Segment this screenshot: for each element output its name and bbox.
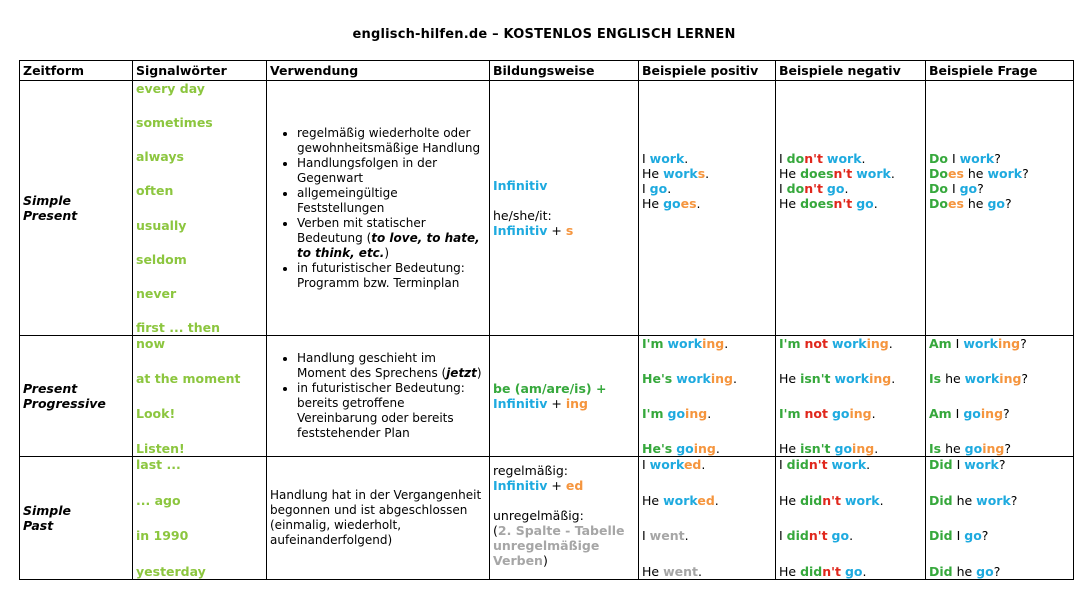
question-examples-cell [926,457,1074,580]
signal-word: usually [136,217,187,233]
question-examples-cell [926,336,1074,457]
signal-words-list [136,457,263,579]
example-sentence: I went. [642,528,689,544]
positive-examples [642,336,772,456]
positive-examples-cell [639,336,776,457]
formation-cell [490,457,639,580]
signal-word: now [136,336,166,351]
negative-examples-cell [776,336,926,457]
header-beispiele-negativ: Beispiele negativ [776,61,926,81]
signal-word: at the moment [136,371,241,386]
usage-cell [267,457,490,580]
tense-name-line: Present [23,208,78,223]
example-sentence: He's going. [642,441,720,456]
signal-words-cell [133,336,267,457]
row-present-progressive [20,336,1074,457]
usage-item: • Handlungsfolgen in der Gegenwart [297,156,486,186]
formation-cell [490,336,639,457]
tense-name-line: Simple [23,193,72,208]
example-sentence: He doesn't go. [779,196,878,211]
header-bildungsweise: Bildungsweise [490,61,639,81]
signal-word: in 1990 [136,528,189,544]
formation-third-person-label: he/she/it: [493,208,552,223]
formation-infinitiv: Infinitiv [493,178,548,193]
signal-words-list [136,336,263,456]
header-verwendung: Verwendung [267,61,490,81]
signal-word: always [136,149,184,165]
question-examples [929,151,1070,211]
negative-examples-cell [776,81,926,336]
formation-cell [490,81,639,336]
example-sentence: Did he work? [929,492,1018,508]
formation-ing: Infinitiv + ing [493,396,588,411]
tense-name-line: Present [23,381,78,396]
signal-word: Listen! [136,441,185,456]
positive-examples-cell [639,81,776,336]
formation-be: be (am/are/is) + [493,381,607,396]
example-sentence: He's working. [642,371,737,386]
usage-cell [267,336,490,457]
example-sentence: Did I work? [929,457,1006,472]
row-simple-present [20,81,1074,336]
usage-item: • Handlung geschieht im Moment des Sprechens (jetzt) [297,351,486,381]
header-beispiele-positiv: Beispiele positiv [639,61,776,81]
example-sentence: I worked. [642,457,706,472]
example-sentence: Did I go? [929,528,989,544]
tense-name-line: Progressive [23,396,106,411]
header-beispiele-frage: Beispiele Frage [926,61,1074,81]
example-sentence: Does he work? [929,166,1029,181]
signal-words-list [136,81,263,335]
example-sentence: He isn't going. [779,441,879,456]
signal-word: yesterday [136,563,206,579]
signal-word: never [136,285,177,301]
example-sentence: Did he go? [929,563,1001,579]
example-sentence: I didn't go. [779,528,854,544]
header-signalwoerter: Signalwörter [133,61,267,81]
usage-cell [267,81,490,336]
positive-examples [642,457,772,579]
positive-examples [642,151,772,211]
negative-examples [779,457,922,579]
example-sentence: I don't work. [779,151,866,166]
signal-word: often [136,183,174,199]
question-examples [929,457,1070,579]
example-sentence: Is he working? [929,371,1029,386]
example-sentence: He doesn't work. [779,166,895,181]
example-sentence: I don't go. [779,181,849,196]
negative-examples-cell [776,457,926,580]
example-sentence: He goes. [642,196,701,211]
negative-examples [779,151,922,211]
usage-list [270,126,486,291]
example-sentence: Is he going? [929,441,1011,456]
example-sentence: I didn't work. [779,457,871,472]
signal-word: sometimes [136,115,213,131]
example-sentence: He didn't go. [779,563,867,579]
tense-name-line: Simple [23,503,72,518]
example-sentence: Am I working? [929,336,1027,351]
tense-cell [20,81,133,336]
usage-item: • Verben mit statischer Bedeutung (to love, to hate, to think, etc.) [297,216,486,261]
example-sentence: I go. [642,181,672,196]
tense-name-line: Past [23,518,54,533]
usage-item: • allgemeingültige Feststellungen [297,186,486,216]
question-examples-cell [926,81,1074,336]
example-sentence: He works. [642,166,710,181]
positive-examples-cell [639,457,776,580]
example-sentence: He worked. [642,492,719,508]
tense-cell [20,336,133,457]
example-sentence: He isn't working. [779,371,896,386]
example-sentence: I'm not working. [779,336,893,351]
header-zeitform: Zeitform [20,61,133,81]
row-simple-past [20,457,1074,580]
example-sentence: Does he go? [929,196,1012,211]
usage-item: • regelmäßig wiederholte oder gewohnheitsmäßige Handlung [297,126,486,156]
example-sentence: He didn't work. [779,492,884,508]
formation-third-person: Infinitiv + s [493,223,574,238]
formation-regular: Infinitiv + ed [493,478,584,493]
header-row [20,61,1074,81]
usage-list [270,351,486,441]
signal-word: every day [136,81,205,96]
signal-word: ... ago [136,492,181,508]
formation-irregular-label: unregelmäßig: [493,508,584,523]
tense-cell [20,457,133,580]
usage-item: • in futuristischer Bedeutung: bereits getroffene Vereinbarung oder bereits feststehender Plan [297,381,486,441]
signal-word: Look! [136,406,176,421]
signal-word: seldom [136,251,187,267]
formation-regular-label: regelmäßig: [493,463,568,478]
example-sentence: Am I going? [929,406,1010,421]
page-title: englisch-hilfen.de – KOSTENLOS ENGLISCH LERNEN [352,27,736,42]
signal-word: first ... then [136,319,221,335]
usage-item: • in futuristischer Bedeutung: Programm bzw. Terminplan [297,261,486,291]
signal-words-cell [133,457,267,580]
example-sentence: I'm going. [642,406,712,421]
example-sentence: Do I work? [929,151,1001,166]
example-sentence: Do I go? [929,181,984,196]
tense-table [19,60,1074,580]
negative-examples [779,336,922,456]
example-sentence: I work. [642,151,689,166]
question-examples [929,336,1070,456]
formation-irregular: (2. Spalte - Tabelle unregelmäßige Verben) [493,523,625,568]
signal-word: last ... [136,457,181,472]
signal-words-cell [133,81,267,336]
example-sentence: He went. [642,563,702,579]
example-sentence: I'm not going. [779,406,876,421]
usage-text: Handlung hat in der Vergangenheit begonnen und ist abgeschlossen (einmalig, wiederholt, aufeinanderfolgend) [270,488,482,547]
example-sentence: I'm working. [642,336,729,351]
